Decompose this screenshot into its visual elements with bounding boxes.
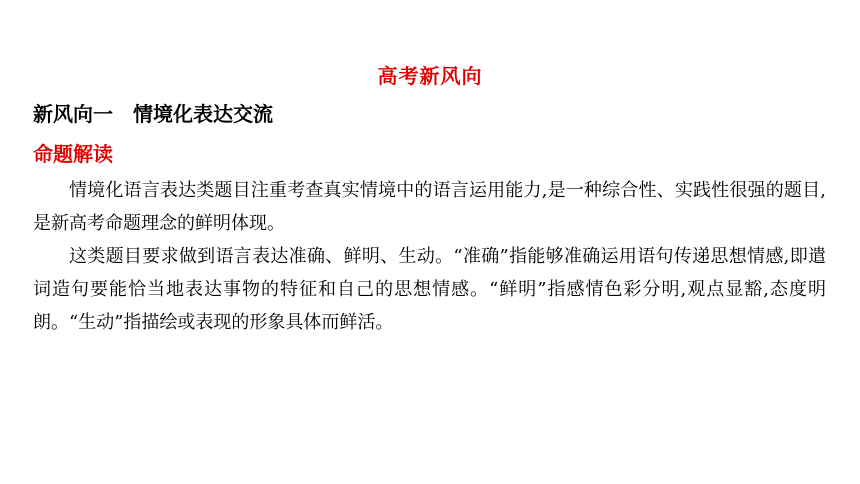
slide-title: 高考新风向 [377, 64, 483, 88]
section-heading: 新风向一 情境化表达交流 [33, 102, 273, 126]
paragraph-1: 情境化语言表达类题目注重考查真实情境中的语言运用能力,是一种综合性、实践性很强的题目,是新高考命题理念的鲜明体现。 [33, 180, 826, 234]
paragraph-2: 这类题目要求做到语言表达准确、鲜明、生动。“准确”指能够准确运用语句传递思想情感,即遣词造句要能恰当地表达事物的特征和自己的思想情感。“鲜明”指感情色彩分明,观点显豁,态度明朗。“生动”指描绘或表现的形象具体而鲜活。 [33, 246, 826, 333]
sub-heading: 命题解读 [33, 142, 113, 166]
body-text [33, 174, 826, 339]
